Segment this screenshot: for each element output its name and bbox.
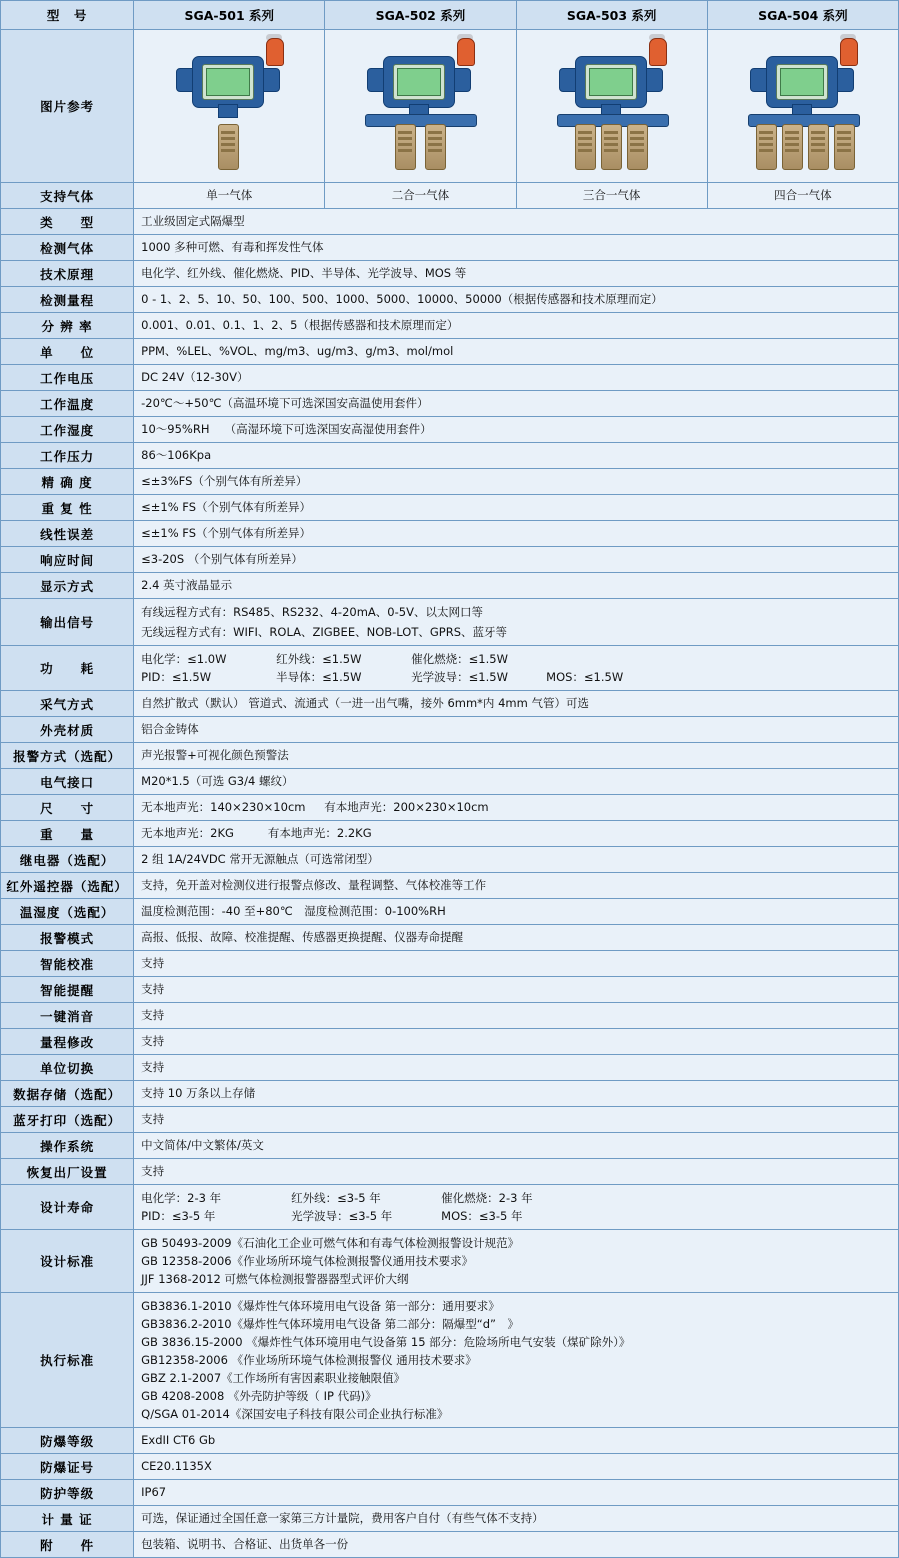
table-row — [1, 873, 899, 899]
row-value: ≤3-20S （个别气体有所差异） — [134, 547, 899, 573]
row-value: DC 24V（12-30V） — [134, 365, 899, 391]
row-label: 附 件 — [1, 1532, 134, 1558]
lifetime-item-value: ≤3-5 年 — [337, 1191, 381, 1205]
row-value: 声光报警+可视化颜色预警法 — [134, 743, 899, 769]
product-image-2 — [325, 30, 516, 183]
table-row — [1, 547, 899, 573]
table-row — [1, 821, 899, 847]
lifetime-item-name: 催化燃烧： — [441, 1191, 499, 1205]
row-value: 2.4 英寸液晶显示 — [134, 573, 899, 599]
row-label: 数据存储（选配） — [1, 1081, 134, 1107]
row-label: 重 量 — [1, 821, 134, 847]
row-value: 2 组 1A/24VDC 常开无源触点（可选常闭型） — [134, 847, 899, 873]
row-label: 蓝牙打印（选配） — [1, 1107, 134, 1133]
gas-detector-icon — [154, 34, 304, 174]
table-row — [1, 769, 899, 795]
row-label: 单 位 — [1, 339, 134, 365]
row-value: 电化学、红外线、催化燃烧、PID、半导体、光学波导、MOS 等 — [134, 261, 899, 287]
table-row-supported-gas — [1, 183, 899, 209]
design-standard-line: GB 50493-2009《石油化工企业可燃气体和有毒气体检测报警设计规范》 — [141, 1236, 520, 1250]
gas-detector-icon — [728, 34, 878, 174]
row-label: 重 复 性 — [1, 495, 134, 521]
row-label: 防爆证号 — [1, 1454, 134, 1480]
table-row — [1, 1107, 899, 1133]
row-value: 0.001、0.01、0.1、1、2、5（根据传感器和技术原理而定） — [134, 313, 899, 339]
power-item-value: ≤1.5W — [322, 652, 362, 666]
row-value: 支持，免开盖对检测仪进行报警点修改、量程调整、气体校准等工作 — [134, 873, 899, 899]
table-row — [1, 1133, 899, 1159]
table-row — [1, 443, 899, 469]
exec-standard-line: GBZ 2.1-2007《工作场所有害因素职业接触限值》 — [141, 1371, 406, 1385]
row-value: ≤±1% FS（个别气体有所差异） — [134, 521, 899, 547]
row-value: CE20.1135X — [134, 1454, 899, 1480]
table-row — [1, 495, 899, 521]
output-signal-value — [134, 599, 899, 646]
row-label: 报警方式（选配） — [1, 743, 134, 769]
row-value: ≤±3%FS（个别气体有所差异） — [134, 469, 899, 495]
table-row — [1, 391, 899, 417]
row-value: 支持 — [134, 1107, 899, 1133]
power-item-name: MOS： — [546, 670, 584, 684]
exec-standard-line: GB3836.1-2010《爆炸性气体环境用电气设备 第一部分：通用要求》 — [141, 1299, 500, 1313]
row-label-power: 功 耗 — [1, 646, 134, 691]
design-standard-line: JJF 1368-2012 可燃气体检测报警器器型式评价大纲 — [141, 1272, 409, 1286]
table-row — [1, 573, 899, 599]
table-row — [1, 1480, 899, 1506]
row-value: 支持 — [134, 1055, 899, 1081]
row-label: 采气方式 — [1, 691, 134, 717]
row-value: IP67 — [134, 1480, 899, 1506]
lifetime-item-name: 电化学： — [141, 1191, 188, 1205]
table-row — [1, 847, 899, 873]
table-row — [1, 365, 899, 391]
lifetime-item-name: 光学波导： — [291, 1209, 349, 1223]
table-row-power — [1, 646, 899, 691]
row-label: 温湿度（选配） — [1, 899, 134, 925]
lifetime-item-value: ≤3-5 年 — [348, 1209, 393, 1223]
row-value: 支持 — [134, 977, 899, 1003]
table-row-lifetime — [1, 1185, 899, 1230]
power-item-value: ≤1.5W — [322, 670, 362, 684]
row-label: 工作压力 — [1, 443, 134, 469]
gas-detector-icon — [345, 34, 495, 174]
power-item-name: 催化燃烧： — [411, 652, 469, 666]
row-value: 86～106Kpa — [134, 443, 899, 469]
model-header-2: SGA-502 系列 — [325, 1, 516, 30]
lifetime-item-value: ≤3-5 年 — [171, 1209, 216, 1223]
row-value: 铝合金铸体 — [134, 717, 899, 743]
table-row — [1, 287, 899, 313]
row-label: 报警模式 — [1, 925, 134, 951]
table-row-images — [1, 30, 899, 183]
table-row — [1, 1506, 899, 1532]
row-label: 恢复出厂设置 — [1, 1159, 134, 1185]
exec-standard-line: GB 3836.15-2000 《爆炸性气体环境用电气设备第 15 部分：危险场所电气安装（煤矿除外）》 — [141, 1335, 631, 1349]
row-label: 分 辨 率 — [1, 313, 134, 339]
supported-gas-1: 单一气体 — [134, 183, 325, 209]
row-label: 量程修改 — [1, 1029, 134, 1055]
row-value: 包装箱、说明书、合格证、出货单各一份 — [134, 1532, 899, 1558]
row-label: 计 量 证 — [1, 1506, 134, 1532]
table-row — [1, 795, 899, 821]
table-row — [1, 1532, 899, 1558]
model-header-1: SGA-501 系列 — [134, 1, 325, 30]
gas-detector-icon — [537, 34, 687, 174]
model-header-3: SGA-503 系列 — [516, 1, 707, 30]
power-item-name: 红外线： — [276, 652, 323, 666]
table-row — [1, 417, 899, 443]
row-label: 防护等级 — [1, 1480, 134, 1506]
table-row — [1, 339, 899, 365]
table-row-exec-standard — [1, 1293, 899, 1428]
row-label: 红外遥控器（选配） — [1, 873, 134, 899]
row-value: 10～95%RH （高湿环境下可选深国安高湿使用套件） — [134, 417, 899, 443]
row-value: 自然扩散式（默认） 管道式、流通式（一进一出气嘴，接外 6mm*内 4mm 气管）可选 — [134, 691, 899, 717]
power-item-name: PID： — [141, 670, 172, 684]
row-value: 工业级固定式隔爆型 — [134, 209, 899, 235]
row-label: 响应时间 — [1, 547, 134, 573]
lifetime-item-value: 2-3 年 — [187, 1191, 222, 1205]
table-row — [1, 521, 899, 547]
supported-gas-4: 四合一气体 — [707, 183, 898, 209]
row-value: ≤±1% FS（个别气体有所差异） — [134, 495, 899, 521]
table-row — [1, 1029, 899, 1055]
row-label: 检测气体 — [1, 235, 134, 261]
row-value: 中文简体/中文繁体/英文 — [134, 1133, 899, 1159]
design-standard-value — [134, 1230, 899, 1293]
row-label-design-standard: 设计标准 — [1, 1230, 134, 1293]
row-value: -20℃～+50℃（高温环境下可选深国安高温使用套件） — [134, 391, 899, 417]
row-value: 支持 — [134, 1003, 899, 1029]
table-row — [1, 899, 899, 925]
power-value — [134, 646, 899, 691]
table-row-design-standard — [1, 1230, 899, 1293]
exec-standard-line: GB3836.2-2010《爆炸性气体环境用电气设备 第二部分：隔爆型“d” 》 — [141, 1317, 519, 1331]
row-value: 无本地声光：140×230×10cm 有本地声光：200×230×10cm — [134, 795, 899, 821]
row-value: PPM、%LEL、%VOL、mg/m3、ug/m3、g/m3、mol/mol — [134, 339, 899, 365]
table-row — [1, 691, 899, 717]
row-value: 支持 — [134, 1159, 899, 1185]
power-item-value: ≤1.5W — [583, 670, 624, 684]
table-row — [1, 313, 899, 339]
row-value: 无本地声光：2KG 有本地声光：2.2KG — [134, 821, 899, 847]
lifetime-value — [134, 1185, 899, 1230]
lifetime-item-name: PID： — [141, 1209, 172, 1223]
row-label: 外壳材质 — [1, 717, 134, 743]
output-signal-line-wired: 有线远程方式有：RS485、RS232、4-20mA、0-5V、以太网口等 — [141, 605, 483, 619]
row-label: 智能校准 — [1, 951, 134, 977]
table-row — [1, 235, 899, 261]
row-value: 1000 多种可燃、有毒和挥发性气体 — [134, 235, 899, 261]
output-signal-line-wireless: 无线远程方式有：WIFI、ROLA、ZIGBEE、NOB-LOT、GPRS、蓝牙等 — [141, 625, 507, 639]
table-row — [1, 1003, 899, 1029]
product-image-3 — [516, 30, 707, 183]
row-label: 显示方式 — [1, 573, 134, 599]
row-label-exec-standard: 执行标准 — [1, 1293, 134, 1428]
exec-standard-line: GB 4208-2008 《外壳防护等级（ IP 代码)》 — [141, 1389, 377, 1403]
power-item-value: ≤1.0W — [187, 652, 227, 666]
row-value: 可选，保证通过全国任意一家第三方计量院，费用客户自付（有些气体不支持） — [134, 1506, 899, 1532]
exec-standard-line: Q/SGA 01-2014《深国安电子科技有限公司企业执行标准》 — [141, 1407, 449, 1421]
row-value: 高报、低报、故障、校准提醒、传感器更换提醒、仪器寿命提醒 — [134, 925, 899, 951]
power-item-name: 光学波导： — [411, 670, 469, 684]
row-label-model: 型 号 — [1, 1, 134, 30]
model-header-4: SGA-504 系列 — [707, 1, 898, 30]
product-image-4 — [707, 30, 898, 183]
table-row-output-signal — [1, 599, 899, 646]
exec-standard-value — [134, 1293, 899, 1428]
row-label: 检测量程 — [1, 287, 134, 313]
power-item-value: ≤1.5W — [468, 652, 508, 666]
lifetime-item-value: 2-3 年 — [498, 1191, 533, 1205]
row-label: 精 确 度 — [1, 469, 134, 495]
table-row — [1, 1055, 899, 1081]
supported-gas-3: 三合一气体 — [516, 183, 707, 209]
row-label: 工作温度 — [1, 391, 134, 417]
table-row — [1, 717, 899, 743]
product-image-1 — [134, 30, 325, 183]
table-row — [1, 1428, 899, 1454]
row-label: 一键消音 — [1, 1003, 134, 1029]
power-item-value: ≤1.5W — [171, 670, 212, 684]
row-label-image-reference: 图片参考 — [1, 30, 134, 183]
row-label: 防爆等级 — [1, 1428, 134, 1454]
row-label-output-signal: 输出信号 — [1, 599, 134, 646]
exec-standard-line: GB12358-2006 《作业场所环境气体检测报警仪 通用技术要求》 — [141, 1353, 477, 1367]
row-label-lifetime: 设计寿命 — [1, 1185, 134, 1230]
table-row — [1, 977, 899, 1003]
row-label: 线性误差 — [1, 521, 134, 547]
table-row — [1, 951, 899, 977]
supported-gas-2: 二合一气体 — [325, 183, 516, 209]
row-label: 技术原理 — [1, 261, 134, 287]
row-label: 继电器（选配） — [1, 847, 134, 873]
row-value: M20*1.5（可选 G3/4 螺纹） — [134, 769, 899, 795]
table-row — [1, 209, 899, 235]
row-value: 0 - 1、2、5、10、50、100、500、1000、5000、10000、50000（根据传感器和技术原理而定） — [134, 287, 899, 313]
table-row — [1, 261, 899, 287]
row-label: 工作湿度 — [1, 417, 134, 443]
row-label: 电气接口 — [1, 769, 134, 795]
table-row — [1, 469, 899, 495]
table-row-model — [1, 1, 899, 30]
row-value: ExdII CT6 Gb — [134, 1428, 899, 1454]
row-label: 单位切换 — [1, 1055, 134, 1081]
row-label: 操作系统 — [1, 1133, 134, 1159]
power-item-name: 半导体： — [276, 670, 323, 684]
table-row — [1, 1159, 899, 1185]
table-row — [1, 743, 899, 769]
power-item-name: 电化学： — [141, 652, 188, 666]
row-label: 类 型 — [1, 209, 134, 235]
lifetime-item-value: ≤3-5 年 — [478, 1209, 523, 1223]
row-label: 工作电压 — [1, 365, 134, 391]
power-item-value: ≤1.5W — [468, 670, 508, 684]
row-value: 支持 — [134, 1029, 899, 1055]
row-value: 支持 — [134, 951, 899, 977]
row-value: 温度检测范围：-40 至+80℃ 湿度检测范围：0-100%RH — [134, 899, 899, 925]
table-row — [1, 925, 899, 951]
design-standard-line: GB 12358-2006《作业场所环境气体检测报警仪通用技术要求》 — [141, 1254, 474, 1268]
table-row — [1, 1081, 899, 1107]
lifetime-item-name: MOS： — [441, 1209, 479, 1223]
lifetime-item-name: 红外线： — [291, 1191, 338, 1205]
row-label: 尺 寸 — [1, 795, 134, 821]
row-label: 智能提醒 — [1, 977, 134, 1003]
row-value: 支持 10 万条以上存储 — [134, 1081, 899, 1107]
row-label-supported-gas: 支持气体 — [1, 183, 134, 209]
table-row — [1, 1454, 899, 1480]
